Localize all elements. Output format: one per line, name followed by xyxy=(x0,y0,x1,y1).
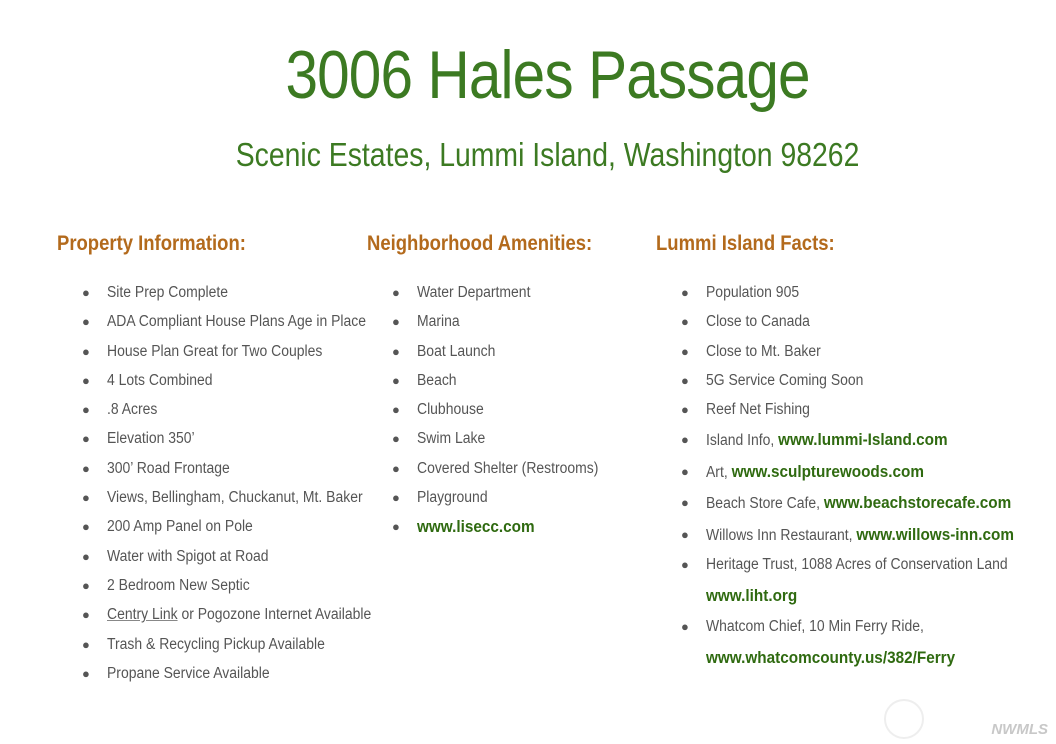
bullet-icon: ● xyxy=(681,402,689,418)
bullet-icon: ● xyxy=(392,343,400,359)
bullet-icon: ● xyxy=(392,314,400,330)
bullet-icon: ● xyxy=(82,402,90,418)
lisecc-link[interactable]: www.lisecc.com xyxy=(417,517,535,537)
neighborhood-amenities-heading: Neighborhood Amenities: xyxy=(367,232,593,255)
circle-mark-icon xyxy=(884,699,924,739)
list-item: ● Marina xyxy=(367,307,623,336)
bullet-icon: ● xyxy=(681,432,689,448)
list-item: ● Propane Service Available xyxy=(57,659,401,688)
bullet-icon: ● xyxy=(681,526,689,542)
bullet-icon: ● xyxy=(681,314,689,330)
lummi-island-facts-list xyxy=(656,278,1048,675)
bullet-icon: ● xyxy=(681,285,689,300)
item-label: Willows Inn Restaurant, xyxy=(706,526,857,544)
bullet-icon: ● xyxy=(82,285,90,300)
list-item: ● 2 Bedroom New Septic xyxy=(57,571,401,600)
bullet-icon: ● xyxy=(681,463,689,479)
list-item: ● Playground xyxy=(367,483,623,512)
list-item-heritage xyxy=(656,550,1048,612)
list-item: ● 200 Amp Panel on Pole xyxy=(57,512,401,541)
neighborhood-amenities-column xyxy=(367,232,623,542)
list-item-link xyxy=(656,456,1048,487)
list-item: ● 5G Service Coming Soon xyxy=(656,366,1048,395)
item-label: Heritage Trust, 1088 Acres of Conservation Land xyxy=(706,556,1008,574)
list-item-link xyxy=(656,424,1048,455)
bullet-icon: ● xyxy=(82,460,90,476)
list-item-link xyxy=(656,519,1048,550)
list-item: ● .8 Acres xyxy=(57,395,401,424)
lummi-island-facts-column xyxy=(656,232,1048,675)
bullet-icon: ● xyxy=(392,490,400,506)
lummi-island-facts-heading: Lummi Island Facts: xyxy=(656,232,835,255)
centry-link-link[interactable]: Centry Link xyxy=(107,606,178,624)
list-item: ● Boat Launch xyxy=(367,337,623,366)
list-item-link xyxy=(367,512,623,541)
list-item: ● Swim Lake xyxy=(367,424,623,453)
list-item: ● Covered Shelter (Restrooms) xyxy=(367,454,623,483)
page-title: 3006 Hales Passage xyxy=(285,37,810,113)
item-label: Art, xyxy=(706,463,732,481)
property-information-heading: Property Information: xyxy=(57,232,246,255)
bullet-icon: ● xyxy=(82,372,90,388)
list-item-link xyxy=(656,487,1048,518)
list-item: ● Views, Bellingham, Chuckanut, Mt. Baker xyxy=(57,483,401,512)
bullet-icon: ● xyxy=(392,519,400,535)
bullet-icon: ● xyxy=(392,460,400,476)
bullet-icon: ● xyxy=(681,372,689,388)
sculpturewoods-link[interactable]: www.sculpturewoods.com xyxy=(731,461,924,481)
beachstorecafe-link[interactable]: www.beachstorecafe.com xyxy=(823,493,1012,513)
list-item: ● Reef Net Fishing xyxy=(656,395,1048,424)
list-item-internet xyxy=(57,600,401,629)
bullet-icon: ● xyxy=(392,431,400,447)
neighborhood-amenities-list xyxy=(367,278,623,542)
bullet-icon: ● xyxy=(392,402,400,418)
bullet-icon: ● xyxy=(82,314,90,330)
list-item: ● Beach xyxy=(367,366,623,395)
lummi-island-link[interactable]: www.lummi-Island.com xyxy=(778,430,948,450)
list-item-whatcom xyxy=(656,612,1048,674)
list-item: ● Clubhouse xyxy=(367,395,623,424)
bullet-icon: ● xyxy=(82,431,90,447)
bullet-icon: ● xyxy=(681,343,689,359)
bullet-icon: ● xyxy=(82,665,90,681)
internet-rest-text: or Pogozone Internet Available xyxy=(177,606,372,624)
willows-inn-link[interactable]: www.willows-inn.com xyxy=(856,524,1014,544)
bullet-icon: ● xyxy=(82,343,90,359)
bullet-icon: ● xyxy=(82,577,90,593)
item-label: Whatcom Chief, 10 Min Ferry Ride, xyxy=(706,618,924,636)
list-item: ● House Plan Great for Two Couples xyxy=(57,337,401,366)
bullet-icon: ● xyxy=(681,495,689,511)
property-information-column xyxy=(57,232,401,688)
list-item: ● 4 Lots Combined xyxy=(57,366,401,395)
bullet-icon: ● xyxy=(82,607,90,623)
whatcom-ferry-link[interactable]: www.whatcomcounty.us/382/Ferry xyxy=(706,648,956,668)
liht-link[interactable]: www.liht.org xyxy=(706,585,798,605)
list-item: ● Close to Mt. Baker xyxy=(656,337,1048,366)
nwmls-watermark: NWMLS xyxy=(991,721,1048,738)
bullet-icon: ● xyxy=(681,619,689,635)
list-item: ● Trash & Recycling Pickup Available xyxy=(57,630,401,659)
item-label: Beach Store Cafe, xyxy=(706,495,824,513)
property-information-list xyxy=(57,278,401,688)
list-item: ● Site Prep Complete xyxy=(57,278,401,307)
bullet-icon: ● xyxy=(681,557,689,573)
list-item: ● Population 905 xyxy=(656,278,1048,307)
item-label: Island Info, xyxy=(706,432,779,450)
list-item: ● 300’ Road Frontage xyxy=(57,454,401,483)
list-item: ● Water with Spigot at Road xyxy=(57,542,401,571)
page-subtitle: Scenic Estates, Lummi Island, Washington 98262 xyxy=(235,136,860,173)
bullet-icon: ● xyxy=(82,548,90,564)
list-item: ● ADA Compliant House Plans Age in Place xyxy=(57,307,401,336)
list-item: ● Elevation 350’ xyxy=(57,424,401,453)
bullet-icon: ● xyxy=(82,519,90,535)
list-item: ● Close to Canada xyxy=(656,307,1048,336)
bullet-icon: ● xyxy=(82,490,90,506)
list-item: ● Water Department xyxy=(367,278,623,307)
bullet-icon: ● xyxy=(392,372,400,388)
bullet-icon: ● xyxy=(82,636,90,652)
bullet-icon: ● xyxy=(392,285,400,300)
